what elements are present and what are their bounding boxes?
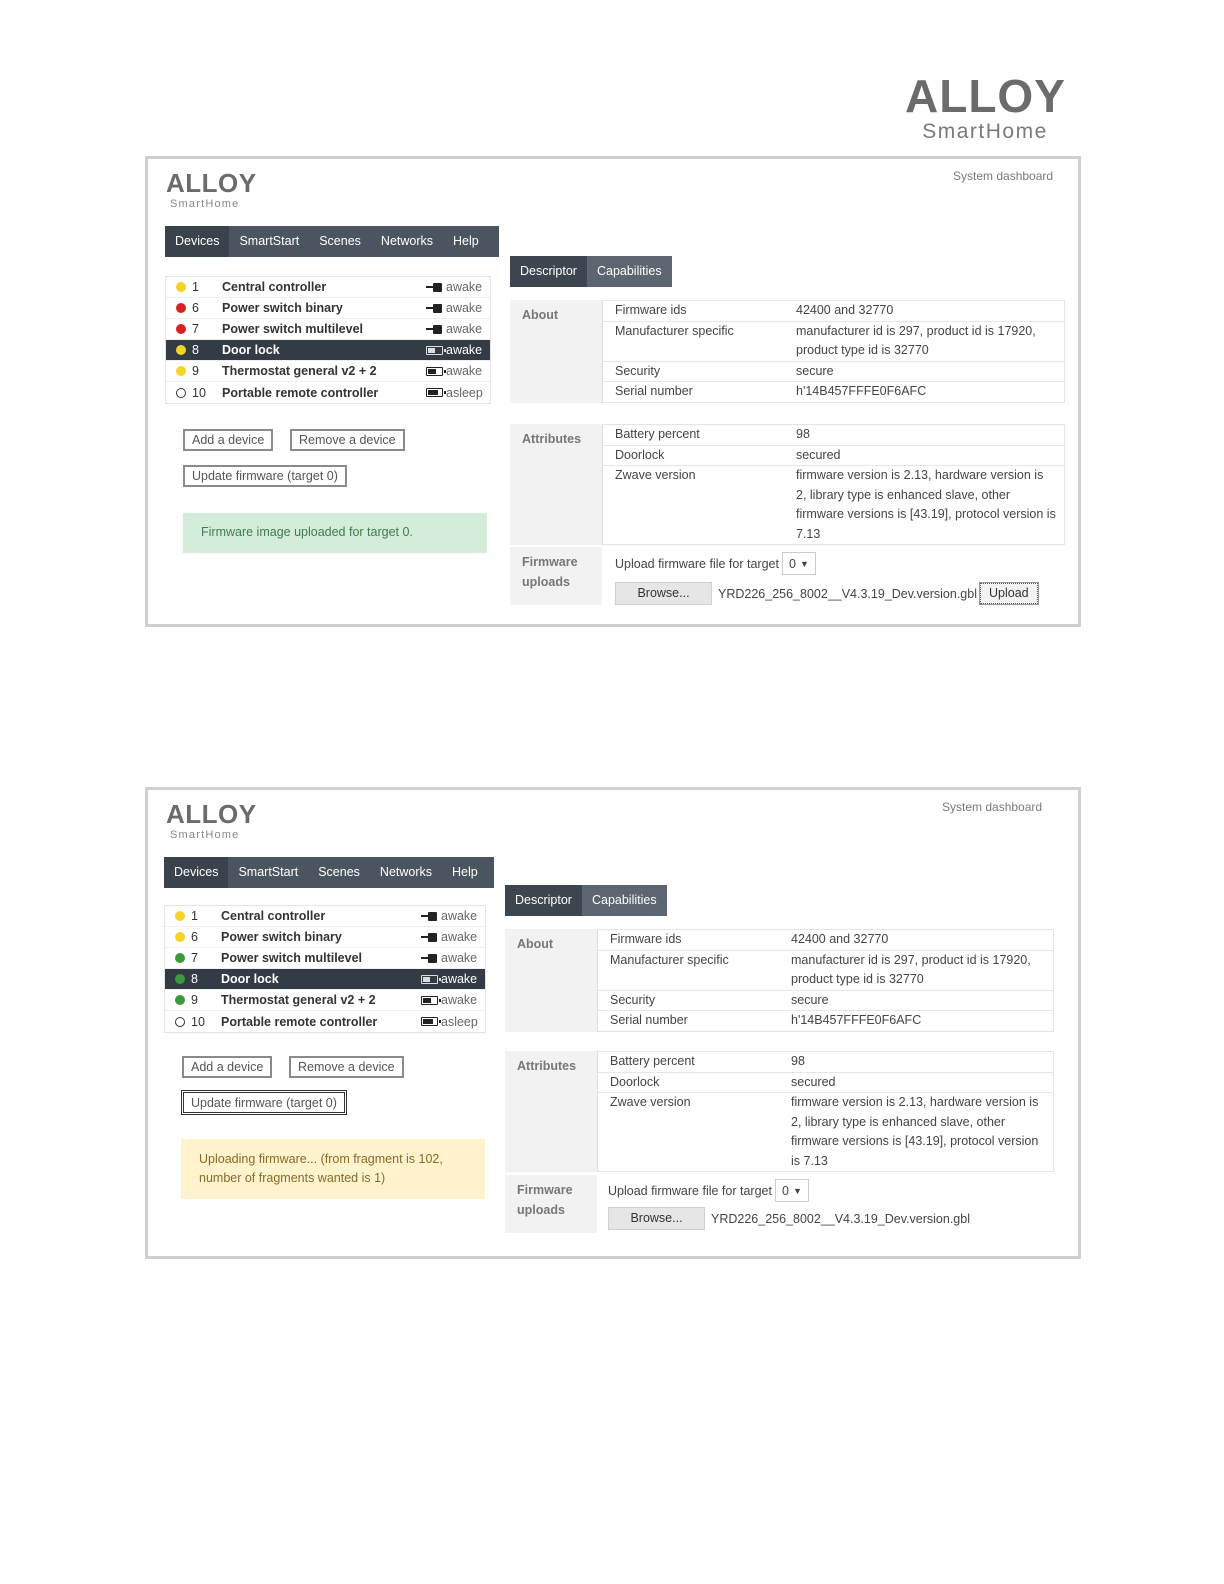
device-id: 1 — [192, 280, 199, 294]
status-dot-icon — [175, 995, 185, 1005]
attribute-key: Doorlock — [610, 1074, 660, 1089]
firmware-uploads-label: Firmware uploads — [510, 547, 602, 605]
about-value: manufacturer id is 297, product id is 17920, product type id is 32770 — [791, 952, 1031, 986]
update-firmware-button[interactable]: Update firmware (target 0) — [183, 465, 347, 487]
device-name: Portable remote controller — [222, 385, 379, 400]
remove-device-button[interactable]: Remove a device — [289, 1056, 404, 1078]
attribute-row — [598, 1093, 1053, 1171]
update-firmware-button[interactable]: Update firmware (target 0) — [181, 1090, 347, 1115]
upload-firmware-label: Upload firmware file for target — [608, 1183, 772, 1198]
attribute-row — [603, 425, 1064, 446]
add-device-button[interactable]: Add a device — [182, 1056, 272, 1078]
device-state: asleep — [446, 385, 483, 400]
attribute-value: firmware version is 2.13, hardware version is 2, library type is enhanced slave, other firmware versions is [43.19], protocol version is 7.13 — [791, 1095, 1039, 1168]
detail-tabs — [510, 256, 677, 287]
about-table — [602, 300, 1065, 403]
alert-text: Firmware image uploaded for target 0. — [201, 525, 413, 540]
plug-icon — [422, 304, 446, 313]
selected-filename: YRD226_256_8002__V4.3.19_Dev.version.gbl — [711, 1211, 970, 1226]
device-name: Thermostat general v2 + 2 — [222, 364, 377, 378]
app-logo-brand: ALLOY — [166, 799, 257, 829]
about-section — [505, 929, 1054, 1032]
about-value: 42400 and 32770 — [796, 303, 894, 317]
device-name: Portable remote controller — [221, 1014, 378, 1029]
nav-smartstart[interactable]: SmartStart — [239, 234, 300, 248]
device-row[interactable] — [166, 298, 490, 319]
app-logo — [166, 169, 257, 211]
device-row[interactable] — [166, 277, 490, 298]
selected-filename: YRD226_256_8002__V4.3.19_Dev.version.gbl — [718, 586, 977, 601]
upload-button[interactable]: Upload — [980, 583, 1038, 604]
about-value: manufacturer id is 297, product id is 17920, product type id is 32770 — [796, 323, 1036, 357]
tab-descriptor[interactable]: Descriptor — [505, 885, 582, 916]
firmware-uploads-label: Firmware uploads — [505, 1175, 597, 1233]
about-value: secure — [796, 363, 834, 378]
main-nav — [165, 226, 499, 257]
device-name: Power switch binary — [221, 930, 342, 944]
device-id: 6 — [191, 930, 198, 944]
device-state: awake — [446, 301, 483, 315]
device-id: 8 — [191, 972, 198, 986]
nav-help[interactable]: Help — [452, 865, 478, 879]
nav-networks[interactable]: Networks — [379, 865, 433, 879]
status-dot-icon — [175, 932, 185, 942]
tab-capabilities[interactable]: Capabilities — [582, 885, 667, 916]
about-label: About — [505, 929, 597, 1032]
about-key: Serial number — [610, 1013, 688, 1027]
attribute-key: Zwave version — [615, 468, 696, 482]
device-row[interactable] — [165, 927, 485, 948]
plug-icon — [422, 283, 446, 292]
status-dot-icon — [176, 366, 186, 376]
nav-devices[interactable]: Devices — [164, 857, 228, 888]
status-dot-icon — [175, 953, 185, 963]
app-logo-subtitle: SmartHome — [170, 829, 240, 841]
device-state: awake — [441, 972, 478, 986]
firmware-file-line — [615, 582, 1038, 605]
attributes-section — [505, 1051, 1054, 1172]
device-id: 6 — [192, 301, 199, 315]
about-value: secure — [791, 992, 829, 1007]
attribute-value: 98 — [791, 1054, 805, 1068]
tab-capabilities[interactable]: Capabilities — [587, 256, 672, 287]
device-id: 9 — [191, 993, 198, 1007]
device-name: Central controller — [221, 909, 326, 923]
device-state: asleep — [441, 1014, 478, 1029]
device-name: Door lock — [221, 972, 279, 986]
firmware-target-line — [608, 1179, 809, 1202]
about-row — [598, 991, 1053, 1012]
status-dot-icon — [176, 303, 186, 313]
detail-tabs — [505, 885, 672, 916]
nav-devices[interactable]: Devices — [165, 226, 229, 257]
target-select-value: 0 — [789, 556, 796, 571]
device-row[interactable] — [165, 1011, 485, 1032]
browse-button[interactable]: Browse... — [615, 582, 712, 605]
status-dot-icon — [176, 324, 186, 334]
device-name: Power switch multilevel — [222, 322, 364, 336]
add-device-button[interactable]: Add a device — [183, 429, 273, 451]
upload-firmware-label: Upload firmware file for target — [615, 556, 779, 571]
about-row — [598, 1011, 1053, 1031]
nav-networks[interactable]: Networks — [380, 234, 434, 248]
attributes-table — [602, 424, 1065, 545]
about-value: h'14B457FFFE0F6AFC — [796, 384, 927, 398]
device-id: 1 — [191, 909, 198, 923]
about-row — [603, 362, 1064, 383]
attribute-row — [603, 466, 1064, 544]
device-state: awake — [441, 951, 478, 965]
status-dot-icon — [175, 1017, 185, 1027]
nav-scenes[interactable]: Scenes — [319, 234, 361, 248]
attributes-table — [597, 1051, 1054, 1172]
status-dot-icon — [175, 911, 185, 921]
alloy-smarthome-logo — [905, 72, 1065, 144]
device-state: awake — [441, 993, 478, 1007]
attributes-section — [510, 424, 1065, 545]
device-state: awake — [446, 364, 483, 378]
about-key: Security — [615, 363, 661, 378]
battery-icon — [422, 388, 446, 397]
device-name: Power switch binary — [222, 301, 343, 315]
attribute-value: secured — [796, 447, 841, 462]
device-row[interactable] — [166, 382, 490, 403]
target-select-value: 0 — [782, 1183, 789, 1198]
app-logo-brand: ALLOY — [166, 168, 257, 198]
plug-icon — [417, 912, 441, 921]
target-select[interactable] — [775, 1179, 809, 1202]
plug-icon — [422, 325, 446, 334]
attribute-value: secured — [791, 1074, 836, 1089]
alert-text: Uploading firmware... (from fragment is 102, number of fragments wanted is 1) — [199, 1151, 443, 1185]
device-name: Central controller — [222, 280, 327, 294]
device-state: awake — [446, 343, 483, 357]
about-key: Manufacturer specific — [615, 323, 734, 338]
device-state: awake — [446, 322, 483, 336]
remove-device-button[interactable]: Remove a device — [290, 429, 405, 451]
device-row[interactable] — [165, 906, 485, 927]
attribute-value: 98 — [796, 427, 810, 441]
app-logo-subtitle: SmartHome — [170, 198, 240, 210]
dashboard-screenshot-2 — [145, 787, 1081, 1259]
target-select[interactable] — [782, 552, 816, 575]
status-dot-icon — [176, 345, 186, 355]
chevron-down-icon: ▼ — [799, 558, 809, 569]
battery-icon — [417, 975, 441, 984]
tab-descriptor[interactable]: Descriptor — [510, 256, 587, 287]
about-row — [603, 301, 1064, 322]
device-state: awake — [441, 909, 478, 923]
device-row[interactable] — [165, 969, 485, 990]
about-row — [598, 930, 1053, 951]
chevron-down-icon: ▼ — [792, 1185, 802, 1196]
device-name: Thermostat general v2 + 2 — [221, 993, 376, 1007]
about-label: About — [510, 300, 602, 403]
device-state: awake — [446, 280, 483, 294]
nav-scenes[interactable]: Scenes — [318, 865, 360, 879]
firmware-uploaded-alert — [183, 513, 487, 553]
battery-icon — [422, 346, 446, 355]
about-key: Firmware ids — [610, 932, 682, 946]
device-id: 9 — [192, 364, 199, 378]
about-key: Security — [610, 992, 656, 1007]
device-id: 10 — [191, 1014, 205, 1029]
browse-button[interactable]: Browse... — [608, 1207, 705, 1230]
attribute-key: Zwave version — [610, 1095, 691, 1109]
device-list — [164, 905, 486, 1033]
device-row[interactable] — [166, 361, 490, 382]
status-dot-icon — [175, 974, 185, 984]
attribute-key: Doorlock — [615, 447, 665, 462]
plug-icon — [417, 933, 441, 942]
device-name: Door lock — [222, 343, 280, 357]
status-dot-icon — [176, 282, 186, 292]
system-dashboard-link[interactable]: System dashboard — [953, 169, 1054, 183]
device-id: 8 — [192, 343, 199, 357]
attribute-row — [603, 446, 1064, 467]
about-table — [597, 929, 1054, 1032]
device-name: Power switch multilevel — [221, 951, 363, 965]
battery-icon — [417, 996, 441, 1005]
attributes-label: Attributes — [510, 424, 602, 545]
device-id: 7 — [192, 322, 199, 336]
device-id: 10 — [192, 385, 206, 400]
device-row[interactable] — [166, 319, 490, 340]
device-id: 7 — [191, 951, 198, 965]
about-value: 42400 and 32770 — [791, 932, 889, 946]
about-section — [510, 300, 1065, 403]
about-key: Serial number — [615, 384, 693, 398]
battery-icon — [422, 367, 446, 376]
device-list — [165, 276, 491, 404]
about-key: Firmware ids — [615, 303, 687, 317]
app-logo — [166, 800, 257, 842]
device-row[interactable] — [166, 340, 490, 361]
dashboard-screenshot-1 — [145, 156, 1081, 627]
firmware-target-line — [615, 552, 816, 575]
device-row[interactable] — [165, 990, 485, 1011]
attribute-key: Battery percent — [610, 1054, 695, 1068]
about-row — [603, 382, 1064, 402]
main-nav — [164, 857, 494, 888]
attribute-row — [598, 1073, 1053, 1094]
logo-brand: ALLOY — [905, 70, 1066, 122]
device-state: awake — [441, 930, 478, 944]
about-row — [603, 322, 1064, 362]
firmware-uploading-alert — [181, 1139, 485, 1199]
plug-icon — [417, 954, 441, 963]
device-row[interactable] — [165, 948, 485, 969]
attribute-value: firmware version is 2.13, hardware version is 2, library type is enhanced slave, other firmware versions is [43.19], protocol version is 7.13 — [796, 468, 1056, 541]
battery-icon — [417, 1017, 441, 1026]
system-dashboard-link[interactable]: System dashboard — [942, 800, 1043, 814]
nav-help[interactable]: Help — [453, 234, 479, 248]
about-row — [598, 951, 1053, 991]
logo-subtitle: SmartHome — [922, 120, 1048, 143]
about-key: Manufacturer specific — [610, 952, 729, 967]
firmware-file-line — [608, 1207, 970, 1230]
nav-smartstart[interactable]: SmartStart — [238, 865, 299, 879]
attribute-key: Battery percent — [615, 427, 700, 441]
status-dot-icon — [176, 388, 186, 398]
attribute-row — [598, 1052, 1053, 1073]
about-value: h'14B457FFFE0F6AFC — [791, 1013, 922, 1027]
attributes-label: Attributes — [505, 1051, 597, 1172]
